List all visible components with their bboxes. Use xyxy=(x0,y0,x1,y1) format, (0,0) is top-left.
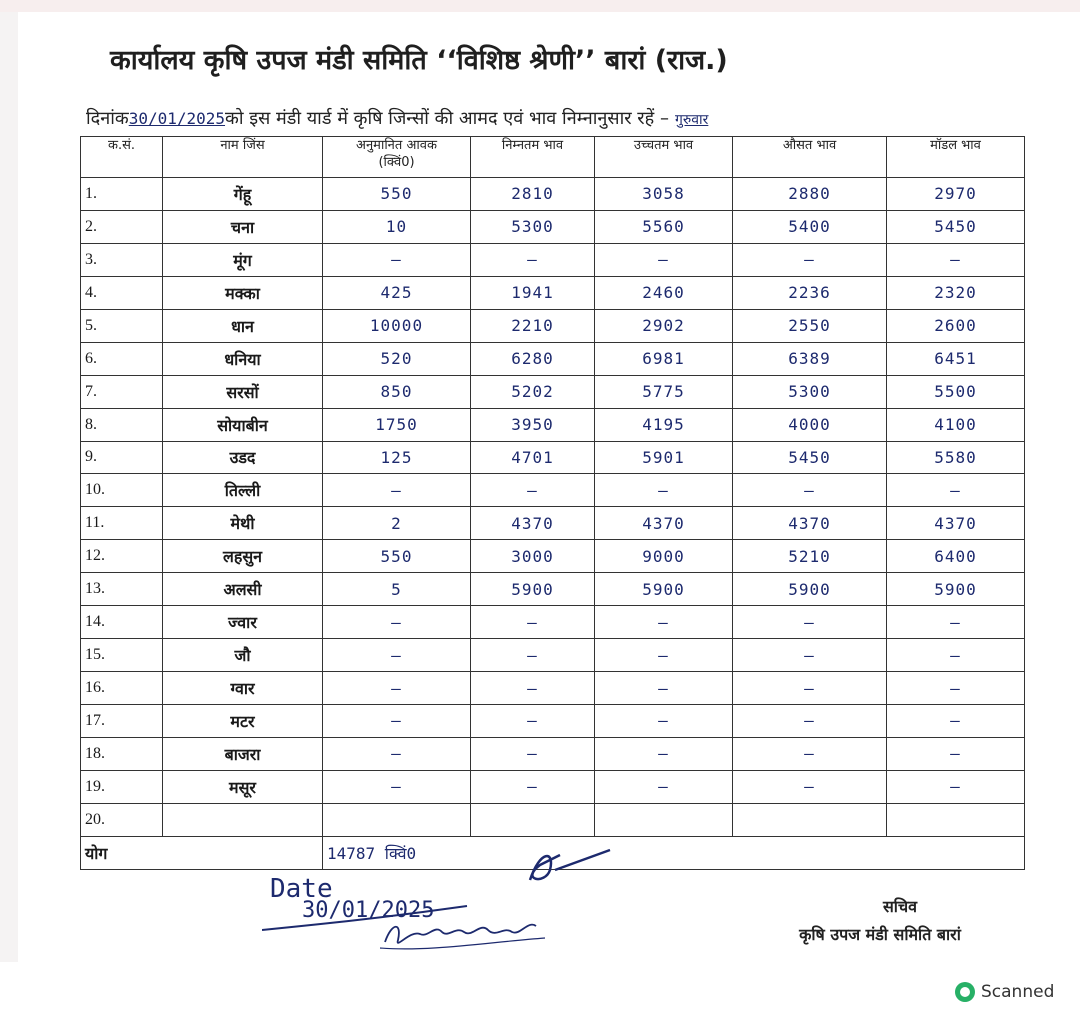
date-line xyxy=(86,106,1076,130)
table-body xyxy=(81,178,1025,837)
min-price-cell: — xyxy=(471,606,595,639)
left-margin-band xyxy=(0,12,18,962)
modal-price-cell: — xyxy=(887,770,1025,803)
commodity-name-cell: ग्वार xyxy=(163,672,323,705)
header-avg: औसत भाव xyxy=(733,137,887,178)
modal-price-cell: 5900 xyxy=(887,573,1025,606)
min-price-cell: 6280 xyxy=(471,342,595,375)
max-price-cell: — xyxy=(595,474,733,507)
avg-price-cell: 5210 xyxy=(733,540,887,573)
commodity-name-cell: ज्वार xyxy=(163,606,323,639)
secretary-office: कृषि उपज मंडी समिति बारां xyxy=(799,925,961,944)
commodity-name-cell: मटर xyxy=(163,705,323,738)
arrival-qty-cell: 2 xyxy=(323,507,471,540)
commodity-name-cell: सरसों xyxy=(163,375,323,408)
max-price-cell: 5560 xyxy=(595,210,733,243)
table-row xyxy=(81,243,1025,276)
serial-number-cell: 19. xyxy=(81,770,163,803)
max-price-cell: 9000 xyxy=(595,540,733,573)
modal-price-cell: — xyxy=(887,474,1025,507)
secretary-sign-block xyxy=(750,895,1010,945)
serial-number-cell: 7. xyxy=(81,375,163,408)
max-price-cell: — xyxy=(595,770,733,803)
table-row xyxy=(81,375,1025,408)
serial-number-cell: 15. xyxy=(81,639,163,672)
report-date: 30/01/2025 xyxy=(128,109,226,128)
max-price-cell: — xyxy=(595,606,733,639)
avg-price-cell: 5450 xyxy=(733,441,887,474)
min-price-cell: — xyxy=(471,737,595,770)
serial-number-cell: 9. xyxy=(81,441,163,474)
handwritten-signature xyxy=(380,912,550,954)
modal-price-cell: — xyxy=(887,705,1025,738)
commodity-name-cell: धनिया xyxy=(163,342,323,375)
watermark-text: Scanned xyxy=(981,982,1055,1002)
avg-price-cell: — xyxy=(733,639,887,672)
min-price-cell: 4370 xyxy=(471,507,595,540)
avg-price-cell: — xyxy=(733,770,887,803)
max-price-cell: — xyxy=(595,672,733,705)
max-price-cell: 5775 xyxy=(595,375,733,408)
serial-number-cell: 10. xyxy=(81,474,163,507)
avg-price-cell: 6389 xyxy=(733,342,887,375)
max-price-cell: 5901 xyxy=(595,441,733,474)
avg-price-cell: — xyxy=(733,672,887,705)
arrival-qty-cell: 550 xyxy=(323,178,471,211)
serial-number-cell: 8. xyxy=(81,408,163,441)
max-price-cell: 4195 xyxy=(595,408,733,441)
arrival-qty-cell: — xyxy=(323,770,471,803)
min-price-cell: 5300 xyxy=(471,210,595,243)
header-sn: क.सं. xyxy=(81,137,163,178)
secretary-title: सचिव xyxy=(882,897,918,916)
modal-price-cell: 5500 xyxy=(887,375,1025,408)
serial-number-cell: 12. xyxy=(81,540,163,573)
table-header-row xyxy=(81,137,1025,178)
modal-price-cell: 5580 xyxy=(887,441,1025,474)
commodity-name-cell: मूंग xyxy=(163,243,323,276)
avg-price-cell xyxy=(733,803,887,836)
serial-number-cell: 18. xyxy=(81,737,163,770)
serial-number-cell: 20. xyxy=(81,803,163,836)
max-price-cell: — xyxy=(595,705,733,738)
min-price-cell: 5202 xyxy=(471,375,595,408)
table-row xyxy=(81,309,1025,342)
serial-number-cell: 11. xyxy=(81,507,163,540)
max-price-cell: — xyxy=(595,639,733,672)
arrival-qty-cell: 1750 xyxy=(323,408,471,441)
table-row xyxy=(81,737,1025,770)
arrival-qty-cell: 520 xyxy=(323,342,471,375)
table-row xyxy=(81,342,1025,375)
max-price-cell: 4370 xyxy=(595,507,733,540)
min-price-cell: 2810 xyxy=(471,178,595,211)
min-price-cell: 5900 xyxy=(471,573,595,606)
modal-price-cell: 2970 xyxy=(887,178,1025,211)
table-row xyxy=(81,540,1025,573)
serial-number-cell: 16. xyxy=(81,672,163,705)
serial-number-cell: 13. xyxy=(81,573,163,606)
modal-price-cell: — xyxy=(887,639,1025,672)
max-price-cell: 3058 xyxy=(595,178,733,211)
commodity-name-cell: धान xyxy=(163,309,323,342)
table-row xyxy=(81,672,1025,705)
arrival-qty-cell: — xyxy=(323,474,471,507)
arrival-qty-cell: 125 xyxy=(323,441,471,474)
initials-mark xyxy=(500,840,620,890)
document-title: कार्यालय कृषि उपज मंडी समिति ‘‘विशिष्ठ श्रेणी’’ बारां (राज.) xyxy=(110,45,728,76)
avg-price-cell: — xyxy=(733,737,887,770)
commodity-name-cell xyxy=(163,803,323,836)
modal-price-cell: — xyxy=(887,737,1025,770)
serial-number-cell: 6. xyxy=(81,342,163,375)
serial-number-cell: 5. xyxy=(81,309,163,342)
table-row xyxy=(81,803,1025,836)
max-price-cell: 5900 xyxy=(595,573,733,606)
max-price-cell xyxy=(595,803,733,836)
arrival-qty-cell: 10 xyxy=(323,210,471,243)
max-price-cell: — xyxy=(595,737,733,770)
table-row xyxy=(81,276,1025,309)
total-value: 14787 क्विं0 xyxy=(323,837,1025,870)
table-row xyxy=(81,606,1025,639)
arrival-qty-cell: 850 xyxy=(323,375,471,408)
avg-price-cell: 2880 xyxy=(733,178,887,211)
header-max: उच्चतम भाव xyxy=(595,137,733,178)
min-price-cell: 4701 xyxy=(471,441,595,474)
avg-price-cell: — xyxy=(733,606,887,639)
commodity-name-cell: मसूर xyxy=(163,770,323,803)
header-arrival xyxy=(323,137,471,178)
min-price-cell: 2210 xyxy=(471,309,595,342)
commodity-name-cell: चना xyxy=(163,210,323,243)
commodity-name-cell: उडद xyxy=(163,441,323,474)
serial-number-cell: 4. xyxy=(81,276,163,309)
modal-price-cell: 4100 xyxy=(887,408,1025,441)
arrival-qty-cell: 550 xyxy=(323,540,471,573)
modal-price-cell: 6451 xyxy=(887,342,1025,375)
arrival-qty-cell: — xyxy=(323,639,471,672)
handwritten-date-label: Date xyxy=(270,874,333,904)
modal-price-cell xyxy=(887,803,1025,836)
min-price-cell: — xyxy=(471,705,595,738)
commodity-name-cell: जौ xyxy=(163,639,323,672)
avg-price-cell: 5300 xyxy=(733,375,887,408)
max-price-cell: — xyxy=(595,243,733,276)
max-price-cell: 2902 xyxy=(595,309,733,342)
mandi-rates-table xyxy=(80,136,1025,870)
avg-price-cell: 5400 xyxy=(733,210,887,243)
min-price-cell: — xyxy=(471,672,595,705)
top-margin-band xyxy=(0,0,1080,12)
modal-price-cell: 5450 xyxy=(887,210,1025,243)
date-line-text: को इस मंडी यार्ड में कृषि जिन्सों की आमद एवं भाव निम्नानुसार रहें – xyxy=(225,108,669,129)
modal-price-cell: — xyxy=(887,672,1025,705)
table-row xyxy=(81,639,1025,672)
arrival-qty-cell xyxy=(323,803,471,836)
table-row xyxy=(81,408,1025,441)
min-price-cell: — xyxy=(471,474,595,507)
modal-price-cell: 2320 xyxy=(887,276,1025,309)
modal-price-cell: 4370 xyxy=(887,507,1025,540)
header-modal: मॉडल भाव xyxy=(887,137,1025,178)
scanner-watermark xyxy=(955,982,1054,1008)
avg-price-cell: 4000 xyxy=(733,408,887,441)
header-arrival-unit: (क्विं0) xyxy=(378,155,415,170)
min-price-cell: 3000 xyxy=(471,540,595,573)
commodity-name-cell: लहसुन xyxy=(163,540,323,573)
max-price-cell: 6981 xyxy=(595,342,733,375)
arrival-qty-cell: — xyxy=(323,606,471,639)
modal-price-cell: 6400 xyxy=(887,540,1025,573)
serial-number-cell: 3. xyxy=(81,243,163,276)
header-arrival-label: अनुमानित आवक xyxy=(356,138,437,153)
report-day: गुरुवार xyxy=(674,112,709,128)
serial-number-cell: 17. xyxy=(81,705,163,738)
commodity-name-cell: तिल्ली xyxy=(163,474,323,507)
avg-price-cell: 2236 xyxy=(733,276,887,309)
table-row xyxy=(81,210,1025,243)
commodity-name-cell: सोयाबीन xyxy=(163,408,323,441)
table-row xyxy=(81,178,1025,211)
arrival-qty-cell: — xyxy=(323,243,471,276)
avg-price-cell: 4370 xyxy=(733,507,887,540)
table-row xyxy=(81,507,1025,540)
arrival-qty-cell: 5 xyxy=(323,573,471,606)
date-prefix: दिनांक xyxy=(86,108,129,129)
min-price-cell xyxy=(471,803,595,836)
table-row xyxy=(81,474,1025,507)
min-price-cell: — xyxy=(471,770,595,803)
table-row xyxy=(81,441,1025,474)
min-price-cell: 1941 xyxy=(471,276,595,309)
table-row xyxy=(81,705,1025,738)
table-row xyxy=(81,573,1025,606)
avg-price-cell: 5900 xyxy=(733,573,887,606)
avg-price-cell: — xyxy=(733,243,887,276)
serial-number-cell: 2. xyxy=(81,210,163,243)
modal-price-cell: — xyxy=(887,606,1025,639)
min-price-cell: — xyxy=(471,639,595,672)
avg-price-cell: 2550 xyxy=(733,309,887,342)
modal-price-cell: 2600 xyxy=(887,309,1025,342)
arrival-qty-cell: 425 xyxy=(323,276,471,309)
arrival-qty-cell: — xyxy=(323,737,471,770)
serial-number-cell: 1. xyxy=(81,178,163,211)
commodity-name-cell: मक्का xyxy=(163,276,323,309)
table-row xyxy=(81,770,1025,803)
arrival-qty-cell: 10000 xyxy=(323,309,471,342)
commodity-name-cell: बाजरा xyxy=(163,737,323,770)
total-label: योग xyxy=(81,837,323,870)
max-price-cell: 2460 xyxy=(595,276,733,309)
commodity-name-cell: अलसी xyxy=(163,573,323,606)
commodity-name-cell: मेथी xyxy=(163,507,323,540)
handwritten-date-value: 30/01/2025 xyxy=(302,898,435,923)
header-min: निम्नतम भाव xyxy=(471,137,595,178)
serial-number-cell: 14. xyxy=(81,606,163,639)
arrival-qty-cell: — xyxy=(323,672,471,705)
min-price-cell: 3950 xyxy=(471,408,595,441)
avg-price-cell: — xyxy=(733,474,887,507)
avg-price-cell: — xyxy=(733,705,887,738)
commodity-name-cell: गेंहू xyxy=(163,178,323,211)
camscanner-logo-icon xyxy=(955,982,975,1002)
modal-price-cell: — xyxy=(887,243,1025,276)
arrival-qty-cell: — xyxy=(323,705,471,738)
header-name: नाम जिंस xyxy=(163,137,323,178)
min-price-cell: — xyxy=(471,243,595,276)
